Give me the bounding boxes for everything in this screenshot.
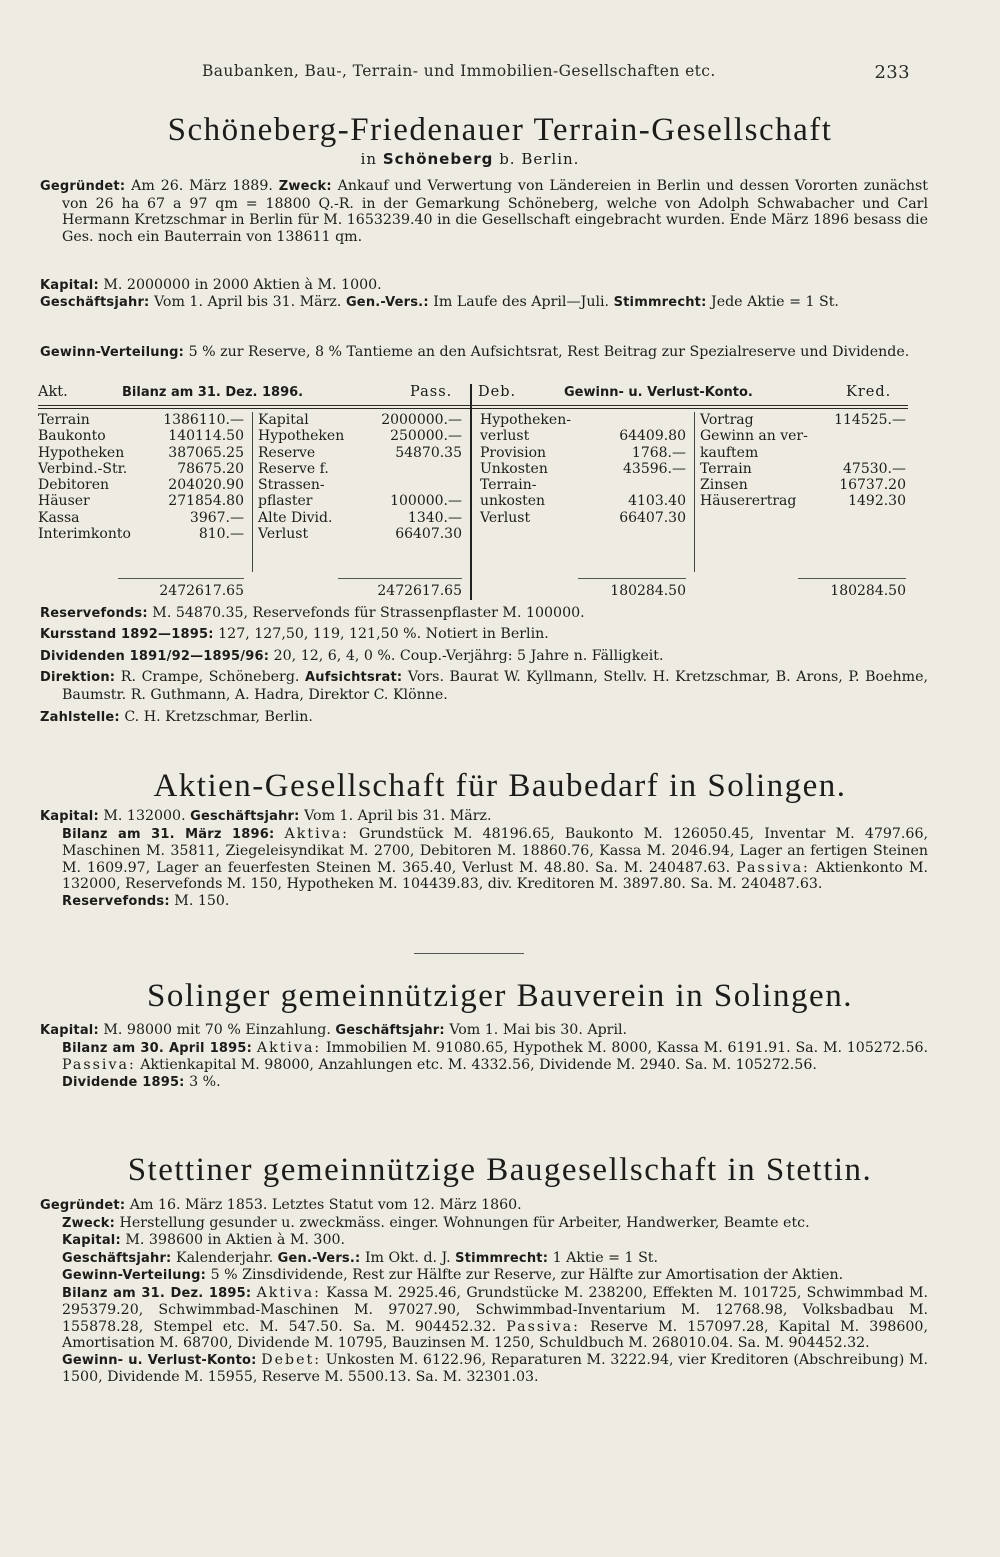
guv-credit-label: Häuserertrag [700, 493, 797, 510]
label-dividende: Dividende 1895: [62, 1074, 185, 1090]
asset-row [38, 526, 244, 542]
guv-credit-row [700, 477, 906, 493]
s1-kursstand [40, 626, 928, 644]
liability-label: Verlust [258, 526, 309, 543]
text-genvers: Im Laufe des April—Juli. [433, 294, 610, 310]
s1-gegruendet-zweck [40, 178, 928, 245]
s1-direktion [40, 669, 928, 703]
text-debet: Unkosten M. 6122.96, Reparaturen M. 3222.94, vier Kreditoren (Abschreibung) M. 1500, Dividende M. 15955, Reserve M. 5500.13. Sa. M. 32301.03. [62, 1351, 928, 1385]
liability-row [258, 493, 462, 509]
guv-debit-row [480, 412, 686, 428]
text-geschaeftsjahr: Vom 1. April bis 31. März. [304, 808, 492, 824]
debit-total-rule [578, 578, 686, 579]
guv-debit-value: 1768.— [631, 444, 686, 461]
guv-debit-value: 66407.30 [619, 509, 686, 526]
label-gegruendet: Gegründet: [40, 1198, 126, 1213]
bilanz-liabilities [258, 412, 462, 542]
table-center-divider [470, 384, 472, 600]
liability-row [258, 428, 462, 444]
label-stimmrecht: Stimmrecht: [613, 295, 707, 310]
bilanz-title-text: Bilanz am 31. Dez. 1896. [122, 385, 304, 400]
guv-debit-label: Provision [480, 444, 547, 461]
asset-value: 1386110.— [163, 412, 244, 428]
asset-value: 204020.90 [168, 477, 244, 494]
label-bilanz: Bilanz am 31. Dez. 1895: [62, 1285, 252, 1301]
liability-value: 1340.— [407, 509, 462, 526]
text-geschaeftsjahr: Vom 1. Mai bis 30. April. [449, 1022, 628, 1038]
text-direktion: R. Crampe, Schöneberg. [120, 669, 300, 685]
label-geschaeftsjahr: Geschäftsjahr: [190, 809, 300, 824]
label-kapital: Kapital: [40, 809, 99, 824]
text-zweck: Ankauf und Verwertung von Ländereien in Berlin und dessen Vororten zunächst von 26 ha 67 a 97 qm = 18800 Q.-R. in der Gemarkung Schöneberg, welche von Adolph Schwabacher und Carl Hermann Kretzschmar in Berlin für M. 1653239.40 in die Gesellschaft eingebracht wurden. Ende März 1896 besass die Ges. noch ein Bauterrain von 138611 qm. [62, 178, 928, 245]
asset-row [38, 412, 244, 428]
text-aktiva: Immobilien M. 91080.65, Hypothek M. 8000, Kassa M. 6191.91. Sa. M. 105272.56. [326, 1039, 929, 1056]
label-aktiva: Aktiva: [256, 1284, 321, 1301]
table-top-rule [38, 405, 908, 406]
asset-label: Verbind.-Str. [38, 460, 128, 477]
label-zweck: Zweck: [62, 1215, 116, 1231]
label-gewinnverteilung: Gewinn-Verteilung: [40, 345, 185, 360]
asset-label: Hypotheken [38, 444, 125, 461]
label-passiva: Passiva: [62, 1057, 136, 1073]
guv-title [564, 384, 753, 401]
guv-debit-label: Verlust [480, 509, 531, 526]
asset-row [38, 445, 244, 461]
label-aktiva: Aktiva: [284, 825, 349, 842]
liability-value: 250000.— [390, 428, 462, 445]
asset-row [38, 428, 244, 444]
s1-geschaeftsjahr [40, 294, 928, 312]
subtitle-place: Schöneberg [382, 150, 494, 168]
text-kapital: M. 98000 mit 70 % Einzahlung. [103, 1022, 331, 1038]
text-gewinnverteilung: 5 % Zinsdividende, Rest zur Hälfte zur Reserve, zur Hälfte zur Amortisation der Aktien. [210, 1267, 844, 1283]
text-geschaeftsjahr: Kalenderjahr. [175, 1249, 274, 1266]
text-stimmrecht: 1 Aktie = 1 St. [552, 1249, 659, 1266]
guv-debit-label: Unkosten [480, 460, 548, 477]
s4-body [40, 1197, 928, 1386]
asset-label: Kassa [38, 509, 80, 526]
section-subtitle-schoeneberg [0, 150, 940, 168]
text-reservefonds: M. 54870.35, Reservefonds für Strassenpflaster M. 100000. [152, 605, 585, 621]
text-aufsichtsrat: Vors. Baurat W. Kyllmann, Stellv. H. Kretzschmar, B. Arons, P. Boehme, Baumstr. R. Guthmann, A. Hadra, Direktor C. Klönne. [62, 669, 928, 703]
guv-credit-row [700, 493, 906, 509]
asset-value: 78675.20 [177, 460, 244, 477]
guv-credit-label: Terrain [700, 460, 752, 477]
label-aktiva: Aktiva: [256, 1039, 322, 1056]
text-gegruendet: Am 16. März 1853. Letztes Statut vom 12. März 1860. [129, 1197, 522, 1213]
bilanz-akt-label: Akt. [38, 384, 68, 400]
liability-row [258, 445, 462, 461]
label-geschaeftsjahr: Geschäftsjahr: [40, 295, 150, 310]
guv-debit-label: unkosten [480, 493, 546, 510]
bilanz-total-assets: 2472617.65 [159, 583, 244, 599]
guv-debit-row [480, 461, 686, 477]
guv-debit-label: Terrain- [480, 477, 537, 494]
asset-label: Debitoren [38, 477, 109, 494]
label-guv: Gewinn- u. Verlust-Konto: [62, 1352, 257, 1368]
subtitle-prefix: in [360, 150, 378, 168]
liability-value: 100000.— [390, 493, 462, 510]
section-title-baubedarf: Aktien-Gesellschaft für Baubedarf in Solingen. [153, 768, 847, 804]
liability-label: Reserve f. [258, 460, 329, 477]
section-title-solinger-bauverein: Solinger gemeinnütziger Bauverein in Solingen. [147, 978, 853, 1014]
label-zweck: Zweck: [278, 179, 332, 194]
text-reservefonds: M. 150. [174, 892, 230, 909]
label-bilanz: Bilanz am 31. März 1896: [62, 826, 275, 842]
text-passiva: Aktienkonto M. 132000, Reservefonds M. 150, Hypotheken M. 104439.83, div. Kreditoren M. 3897.80. Sa. M. 240487.63. [62, 859, 928, 892]
label-genvers: Gen.-Vers.: [345, 295, 429, 310]
page-number: 233 [874, 62, 910, 83]
guv-debit-label: verlust [480, 428, 530, 445]
text-stimmrecht: Jede Aktie = 1 St. [711, 294, 839, 310]
guv-credit-label: Gewinn an ver- [700, 428, 808, 445]
label-gegruendet: Gegründet: [40, 179, 126, 194]
liabs-total-rule [338, 578, 462, 579]
text-kapital: M. 2000000 in 2000 Aktien à M. 1000. [103, 277, 382, 293]
guv-credit-label: Vortrag [700, 412, 754, 428]
label-dividenden: Dividenden 1891/92—1895/96: [40, 649, 270, 664]
bilanz-assets [38, 412, 244, 542]
guv-debit [480, 412, 686, 526]
guv-credit-label: Zinsen [700, 477, 748, 494]
guv-credit-value: 114525.— [834, 412, 906, 428]
text-gegruendet: Am 26. März 1889. [131, 178, 273, 194]
text-genvers: Im Okt. d. J. [364, 1249, 451, 1266]
liability-label: Alte Divid. [258, 509, 333, 526]
label-passiva: Passiva: [506, 1318, 580, 1335]
guv-deb-label: Deb. [478, 384, 517, 400]
liability-value: 2000000.— [381, 412, 462, 428]
label-stimmrecht: Stimmrecht: [455, 1250, 549, 1266]
guv-credit [700, 412, 906, 510]
table-top-rule-2 [38, 408, 908, 409]
subtitle-suffix: b. Berlin. [499, 150, 580, 168]
text-kapital: M. 132000. [103, 808, 186, 824]
label-kapital: Kapital: [40, 278, 99, 293]
label-zahlstelle: Zahlstelle: [40, 710, 120, 725]
s1-zahlstelle [40, 709, 928, 727]
text-dividenden: 20, 12, 6, 4, 0 %. Coup.-Verjährg: 5 Jahre n. Fälligkeit. [273, 648, 664, 664]
asset-value: 3967.— [189, 509, 244, 526]
asset-row [38, 461, 244, 477]
section-title-schoeneberg: Schöneberg-Friedenauer Terrain-Gesellschaft [167, 112, 833, 148]
text-aktiva: Kassa M. 2925.46, Grundstücke M. 238200, Effekten M. 101725, Schwimmbad M. 295379.20, Schwimmbad-Maschinen M. 97027.90, Schwimmbad-Inventarium M. 12768.98, Volksbadbau M. 155878.28, Stempel etc. M. 547.50. Sa. M. 904452.32. [62, 1284, 929, 1335]
liability-row [258, 412, 462, 428]
guv-debit-row [480, 445, 686, 461]
liability-label: Strassen- [258, 477, 325, 494]
text-dividende: 3 %. [189, 1073, 221, 1090]
text-gewinnverteilung: 5 % zur Reserve, 8 % Tantieme an den Aufsichtsrat, Rest Beitrag zur Spezialreserve und Dividende. [188, 344, 910, 360]
text-geschaeftsjahr: Vom 1. April bis 31. März. [153, 294, 342, 310]
asset-row [38, 493, 244, 509]
asset-value: 810.— [198, 526, 244, 543]
label-kapital: Kapital: [62, 1233, 121, 1248]
liability-row [258, 477, 462, 493]
bilanz-col-divider [252, 412, 253, 572]
liability-row [258, 510, 462, 526]
label-passiva: Passiva: [736, 859, 810, 876]
text-passiva: Reserve M. 157097.28, Kapital M. 398600, Amortisation M. 68700, Dividende M. 10795, Bauzinsen M. 1250, Schuldbuch M. 268010.04. Sa. M. 904452.32. [62, 1318, 928, 1351]
guv-debit-label: Hypotheken- [480, 412, 571, 428]
text-aktiva: Grundstück M. 48196.65, Baukonto M. 126050.45, Inventar M. 4797.66, Maschinen M. 35811, Ziegeleisyndikat M. 2700, Debitoren M. 18860.76, Kassa M. 2046.94, Lager an fertigen Steinen M. 1609.97, Lager an feuerfesten Steinen M. 365.40, Verlust M. 48.80. Sa. M. 240487.63. [62, 825, 928, 876]
liability-value: 54870.35 [395, 444, 462, 461]
label-bilanz: Bilanz am 30. April 1895: [62, 1040, 253, 1056]
liability-row [258, 526, 462, 542]
text-zahlstelle: C. H. Kretzschmar, Berlin. [124, 709, 313, 725]
guv-credit-row [700, 461, 906, 477]
label-reservefonds: Reservefonds: [40, 606, 148, 621]
balance-table [38, 384, 908, 604]
guv-credit-row [700, 428, 906, 444]
guv-col-divider [694, 412, 695, 572]
guv-credit-row [700, 412, 906, 428]
s1-gewinnverteilung [40, 344, 928, 362]
asset-label: Häuser [38, 493, 90, 510]
text-kapital: M. 398600 in Aktien à M. 300. [125, 1232, 346, 1248]
guv-credit-value: 1492.30 [848, 493, 906, 510]
label-geschaeftsjahr: Geschäftsjahr: [335, 1023, 445, 1038]
label-debet: Debet: [261, 1351, 321, 1368]
s1-dividenden [40, 648, 928, 666]
guv-total-credit: 180284.50 [830, 583, 906, 599]
bilanz-pass-label: Pass. [410, 384, 453, 400]
guv-debit-row [480, 428, 686, 444]
label-kapital: Kapital: [40, 1023, 99, 1038]
liability-label: Hypotheken [258, 428, 345, 445]
label-reservefonds: Reservefonds: [62, 893, 170, 909]
guv-kred-label: Kred. [846, 384, 892, 400]
liability-value: 66407.30 [395, 526, 462, 543]
s1-reservefonds [40, 605, 928, 623]
assets-total-rule [118, 578, 244, 579]
guv-debit-row [480, 510, 686, 526]
guv-debit-row [480, 477, 686, 493]
liability-row [258, 461, 462, 477]
bilanz-total-liabilities: 2472617.65 [377, 583, 462, 599]
s1-kapital [40, 277, 928, 295]
guv-credit-value: 47530.— [843, 460, 906, 477]
text-passiva: Aktienkapital M. 98000, Anzahlungen etc. M. 4332.56, Dividende M. 2940. Sa. M. 105272.56. [140, 1057, 817, 1073]
s3-body [40, 1022, 928, 1091]
label-kursstand: Kursstand 1892—1895: [40, 627, 214, 642]
guv-debit-value: 43596.— [623, 460, 686, 477]
bilanz-title [122, 384, 303, 401]
liability-label: Reserve [258, 444, 316, 461]
asset-label: Terrain [38, 412, 90, 428]
asset-row [38, 510, 244, 526]
label-genvers: Gen.-Vers.: [277, 1250, 361, 1266]
asset-value: 140114.50 [168, 428, 244, 445]
guv-credit-label: kauftem [700, 444, 759, 461]
section-title-stettiner: Stettiner gemeinnützige Baugesellschaft in Stettin. [127, 1152, 873, 1188]
label-geschaeftsjahr: Geschäftsjahr: [62, 1250, 172, 1266]
guv-credit-value: 16737.20 [839, 477, 906, 494]
guv-debit-value: 64409.80 [619, 428, 686, 445]
liability-label: pflaster [258, 493, 313, 510]
guv-credit-row [700, 445, 906, 461]
asset-label: Baukonto [38, 428, 106, 445]
asset-row [38, 477, 244, 493]
running-head-text: Baubanken, Bau-, Terrain- und Immobilien-Gesellschaften etc. [202, 62, 716, 80]
asset-value: 271854.80 [168, 493, 244, 510]
guv-debit-value: 4103.40 [628, 493, 686, 510]
text-kursstand: 127, 127,50, 119, 121,50 %. Notiert in Berlin. [218, 626, 549, 642]
asset-value: 387065.25 [168, 444, 244, 461]
liability-label: Kapital [258, 412, 309, 428]
label-direktion: Direktion: [40, 670, 116, 685]
guv-debit-row [480, 493, 686, 509]
label-gewinnverteilung: Gewinn-Verteilung: [62, 1268, 207, 1283]
guv-total-debit: 180284.50 [610, 583, 686, 599]
guv-title-text: Gewinn- u. Verlust-Konto. [564, 385, 753, 400]
asset-label: Interimkonto [38, 526, 131, 543]
credit-total-rule [798, 578, 906, 579]
label-aufsichtsrat: Aufsichtsrat: [305, 670, 403, 685]
section-divider-1 [414, 953, 524, 954]
text-zweck: Herstellung gesunder u. zweckmäss. einger. Wohnungen für Arbeiter, Handwerker, Beamte etc. [119, 1214, 810, 1231]
s2-body [40, 808, 928, 910]
